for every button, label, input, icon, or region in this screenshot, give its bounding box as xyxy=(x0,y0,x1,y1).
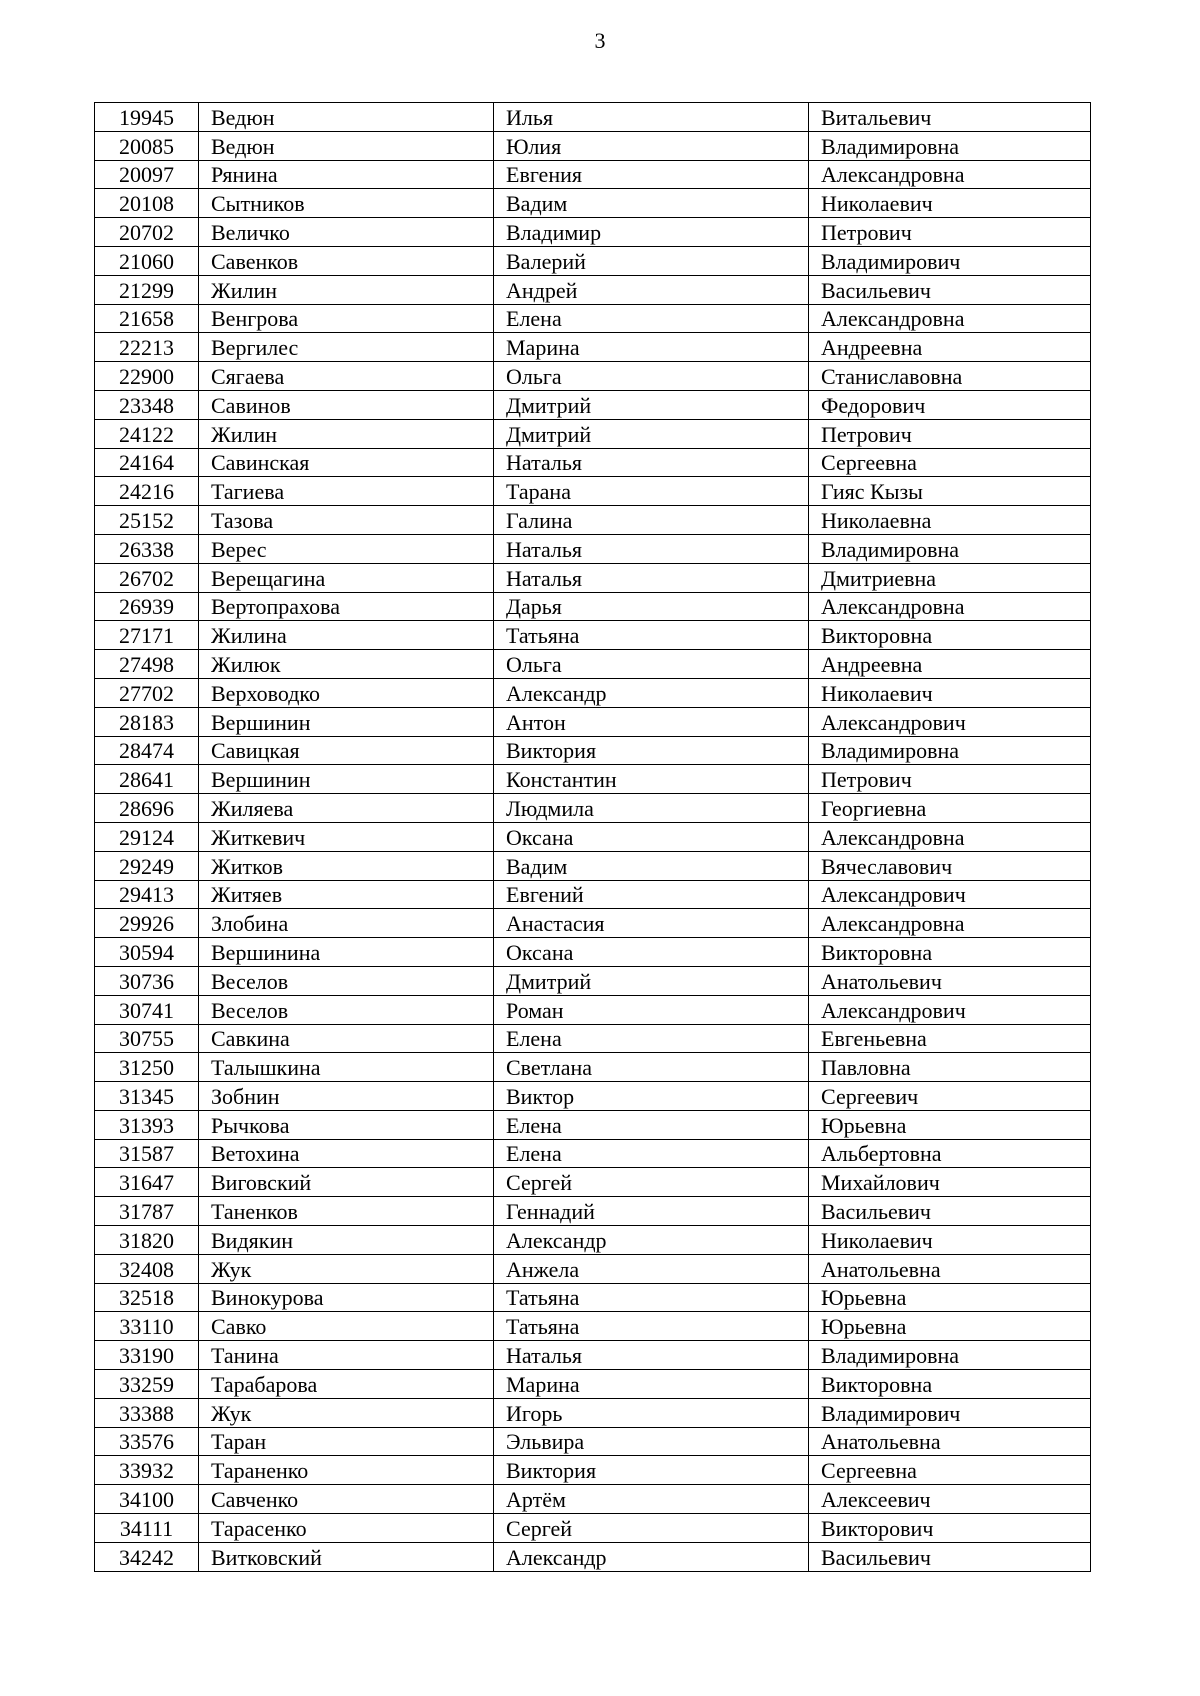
table-row xyxy=(95,765,1091,794)
first-name-cell: Дмитрий xyxy=(494,419,809,448)
table-row xyxy=(95,1542,1091,1571)
table-row xyxy=(95,362,1091,391)
patronymic-cell: Юрьевна xyxy=(809,1312,1091,1341)
first-name-cell: Дарья xyxy=(494,592,809,621)
table-row xyxy=(95,1283,1091,1312)
last-name-cell: Савкина xyxy=(199,1024,494,1053)
table-row xyxy=(95,822,1091,851)
first-name-cell: Илья xyxy=(494,103,809,132)
id-cell: 26702 xyxy=(95,563,199,592)
last-name-cell: Таненков xyxy=(199,1197,494,1226)
table-row xyxy=(95,1514,1091,1543)
first-name-cell: Наталья xyxy=(494,534,809,563)
id-cell: 23348 xyxy=(95,390,199,419)
first-name-cell: Геннадий xyxy=(494,1197,809,1226)
table-row xyxy=(95,995,1091,1024)
last-name-cell: Винокурова xyxy=(199,1283,494,1312)
table-row xyxy=(95,333,1091,362)
patronymic-cell: Александровна xyxy=(809,160,1091,189)
table-row xyxy=(95,592,1091,621)
id-cell: 29413 xyxy=(95,880,199,909)
last-name-cell: Жилин xyxy=(199,419,494,448)
first-name-cell: Артём xyxy=(494,1485,809,1514)
id-cell: 34100 xyxy=(95,1485,199,1514)
last-name-cell: Вертопрахова xyxy=(199,592,494,621)
id-cell: 26939 xyxy=(95,592,199,621)
patronymic-cell: Алексеевич xyxy=(809,1485,1091,1514)
id-cell: 31787 xyxy=(95,1197,199,1226)
last-name-cell: Вергилес xyxy=(199,333,494,362)
first-name-cell: Анастасия xyxy=(494,909,809,938)
id-cell: 24122 xyxy=(95,419,199,448)
last-name-cell: Жилюк xyxy=(199,650,494,679)
patronymic-cell: Александровна xyxy=(809,822,1091,851)
id-cell: 34242 xyxy=(95,1542,199,1571)
id-cell: 28474 xyxy=(95,736,199,765)
id-cell: 27171 xyxy=(95,621,199,650)
table-row xyxy=(95,103,1091,132)
id-cell: 20097 xyxy=(95,160,199,189)
first-name-cell: Тарана xyxy=(494,477,809,506)
table-row xyxy=(95,909,1091,938)
table-row xyxy=(95,246,1091,275)
table-row xyxy=(95,1082,1091,1111)
last-name-cell: Таран xyxy=(199,1427,494,1456)
first-name-cell: Евгений xyxy=(494,880,809,909)
table-row xyxy=(95,1456,1091,1485)
first-name-cell: Сергей xyxy=(494,1168,809,1197)
id-cell: 22900 xyxy=(95,362,199,391)
patronymic-cell: Петрович xyxy=(809,419,1091,448)
table-row xyxy=(95,1427,1091,1456)
table-row xyxy=(95,189,1091,218)
table-row xyxy=(95,736,1091,765)
patronymic-cell: Витальевич xyxy=(809,103,1091,132)
first-name-cell: Светлана xyxy=(494,1053,809,1082)
id-cell: 28183 xyxy=(95,707,199,736)
last-name-cell: Танина xyxy=(199,1341,494,1370)
patronymic-cell: Викторовна xyxy=(809,1370,1091,1399)
table-row xyxy=(95,1053,1091,1082)
table-row xyxy=(95,794,1091,823)
first-name-cell: Александр xyxy=(494,1542,809,1571)
patronymic-cell: Владимирович xyxy=(809,246,1091,275)
first-name-cell: Елена xyxy=(494,1139,809,1168)
table-row xyxy=(95,1168,1091,1197)
table-row xyxy=(95,1197,1091,1226)
patronymic-cell: Викторович xyxy=(809,1514,1091,1543)
first-name-cell: Виктория xyxy=(494,736,809,765)
last-name-cell: Рычкова xyxy=(199,1110,494,1139)
last-name-cell: Тараненко xyxy=(199,1456,494,1485)
last-name-cell: Веселов xyxy=(199,966,494,995)
id-cell: 31250 xyxy=(95,1053,199,1082)
patronymic-cell: Владимировна xyxy=(809,131,1091,160)
last-name-cell: Верховодко xyxy=(199,678,494,707)
patronymic-cell: Александрович xyxy=(809,880,1091,909)
last-name-cell: Ведюн xyxy=(199,131,494,160)
roster-table xyxy=(94,102,1091,1572)
last-name-cell: Рянина xyxy=(199,160,494,189)
patronymic-cell: Гияс Кызы xyxy=(809,477,1091,506)
last-name-cell: Жук xyxy=(199,1398,494,1427)
last-name-cell: Витковский xyxy=(199,1542,494,1571)
first-name-cell: Людмила xyxy=(494,794,809,823)
id-cell: 24164 xyxy=(95,448,199,477)
first-name-cell: Андрей xyxy=(494,275,809,304)
table-row xyxy=(95,621,1091,650)
first-name-cell: Татьяна xyxy=(494,1312,809,1341)
last-name-cell: Злобина xyxy=(199,909,494,938)
last-name-cell: Тагиева xyxy=(199,477,494,506)
table-row xyxy=(95,534,1091,563)
id-cell: 31647 xyxy=(95,1168,199,1197)
id-cell: 31393 xyxy=(95,1110,199,1139)
patronymic-cell: Александрович xyxy=(809,995,1091,1024)
id-cell: 31587 xyxy=(95,1139,199,1168)
id-cell: 24216 xyxy=(95,477,199,506)
patronymic-cell: Петрович xyxy=(809,218,1091,247)
first-name-cell: Эльвира xyxy=(494,1427,809,1456)
patronymic-cell: Михайлович xyxy=(809,1168,1091,1197)
id-cell: 30736 xyxy=(95,966,199,995)
last-name-cell: Жилина xyxy=(199,621,494,650)
patronymic-cell: Юрьевна xyxy=(809,1283,1091,1312)
patronymic-cell: Николаевич xyxy=(809,678,1091,707)
table-row xyxy=(95,1398,1091,1427)
first-name-cell: Марина xyxy=(494,1370,809,1399)
last-name-cell: Вершинин xyxy=(199,707,494,736)
id-cell: 31820 xyxy=(95,1226,199,1255)
last-name-cell: Жилин xyxy=(199,275,494,304)
id-cell: 34111 xyxy=(95,1514,199,1543)
id-cell: 33110 xyxy=(95,1312,199,1341)
last-name-cell: Жиляева xyxy=(199,794,494,823)
last-name-cell: Савинов xyxy=(199,390,494,419)
patronymic-cell: Владимировна xyxy=(809,534,1091,563)
first-name-cell: Елена xyxy=(494,1110,809,1139)
id-cell: 29926 xyxy=(95,909,199,938)
last-name-cell: Виговский xyxy=(199,1168,494,1197)
id-cell: 30741 xyxy=(95,995,199,1024)
table-row xyxy=(95,707,1091,736)
last-name-cell: Зобнин xyxy=(199,1082,494,1111)
last-name-cell: Сытников xyxy=(199,189,494,218)
first-name-cell: Александр xyxy=(494,1226,809,1255)
last-name-cell: Савченко xyxy=(199,1485,494,1514)
id-cell: 27702 xyxy=(95,678,199,707)
patronymic-cell: Андреевна xyxy=(809,333,1091,362)
first-name-cell: Елена xyxy=(494,1024,809,1053)
first-name-cell: Татьяна xyxy=(494,1283,809,1312)
id-cell: 19945 xyxy=(95,103,199,132)
first-name-cell: Оксана xyxy=(494,938,809,967)
table-row xyxy=(95,678,1091,707)
table-row xyxy=(95,275,1091,304)
patronymic-cell: Александровна xyxy=(809,304,1091,333)
id-cell: 32408 xyxy=(95,1254,199,1283)
last-name-cell: Житяев xyxy=(199,880,494,909)
patronymic-cell: Анатольевна xyxy=(809,1254,1091,1283)
id-cell: 21299 xyxy=(95,275,199,304)
last-name-cell: Тарабарова xyxy=(199,1370,494,1399)
first-name-cell: Антон xyxy=(494,707,809,736)
id-cell: 25152 xyxy=(95,506,199,535)
id-cell: 29124 xyxy=(95,822,199,851)
last-name-cell: Видякин xyxy=(199,1226,494,1255)
last-name-cell: Савинская xyxy=(199,448,494,477)
first-name-cell: Наталья xyxy=(494,448,809,477)
patronymic-cell: Александровна xyxy=(809,909,1091,938)
first-name-cell: Вадим xyxy=(494,189,809,218)
id-cell: 21658 xyxy=(95,304,199,333)
patronymic-cell: Дмитриевна xyxy=(809,563,1091,592)
first-name-cell: Наталья xyxy=(494,563,809,592)
patronymic-cell: Владимировна xyxy=(809,1341,1091,1370)
id-cell: 28696 xyxy=(95,794,199,823)
id-cell: 28641 xyxy=(95,765,199,794)
first-name-cell: Александр xyxy=(494,678,809,707)
first-name-cell: Елена xyxy=(494,304,809,333)
first-name-cell: Евгения xyxy=(494,160,809,189)
last-name-cell: Тарасенко xyxy=(199,1514,494,1543)
table-row xyxy=(95,304,1091,333)
table-row xyxy=(95,1226,1091,1255)
first-name-cell: Галина xyxy=(494,506,809,535)
last-name-cell: Жук xyxy=(199,1254,494,1283)
id-cell: 30594 xyxy=(95,938,199,967)
first-name-cell: Ольга xyxy=(494,362,809,391)
id-cell: 33932 xyxy=(95,1456,199,1485)
last-name-cell: Ветохина xyxy=(199,1139,494,1168)
last-name-cell: Верещагина xyxy=(199,563,494,592)
first-name-cell: Анжела xyxy=(494,1254,809,1283)
first-name-cell: Юлия xyxy=(494,131,809,160)
roster-table-body xyxy=(95,103,1091,1572)
id-cell: 20702 xyxy=(95,218,199,247)
id-cell: 31345 xyxy=(95,1082,199,1111)
table-row xyxy=(95,880,1091,909)
last-name-cell: Житков xyxy=(199,851,494,880)
patronymic-cell: Васильевич xyxy=(809,275,1091,304)
id-cell: 26338 xyxy=(95,534,199,563)
table-row xyxy=(95,1485,1091,1514)
last-name-cell: Вершинина xyxy=(199,938,494,967)
id-cell: 33190 xyxy=(95,1341,199,1370)
patronymic-cell: Васильевич xyxy=(809,1197,1091,1226)
table-row xyxy=(95,1341,1091,1370)
table-row xyxy=(95,131,1091,160)
id-cell: 33576 xyxy=(95,1427,199,1456)
last-name-cell: Савицкая xyxy=(199,736,494,765)
page-number: 3 xyxy=(594,28,606,53)
table-row xyxy=(95,160,1091,189)
id-cell: 22213 xyxy=(95,333,199,362)
patronymic-cell: Андреевна xyxy=(809,650,1091,679)
first-name-cell: Виктория xyxy=(494,1456,809,1485)
table-row xyxy=(95,419,1091,448)
first-name-cell: Вадим xyxy=(494,851,809,880)
patronymic-cell: Альбертовна xyxy=(809,1139,1091,1168)
last-name-cell: Талышкина xyxy=(199,1053,494,1082)
id-cell: 27498 xyxy=(95,650,199,679)
last-name-cell: Величко xyxy=(199,218,494,247)
table-row xyxy=(95,966,1091,995)
id-cell: 32518 xyxy=(95,1283,199,1312)
first-name-cell: Дмитрий xyxy=(494,966,809,995)
first-name-cell: Наталья xyxy=(494,1341,809,1370)
first-name-cell: Константин xyxy=(494,765,809,794)
table-row xyxy=(95,506,1091,535)
last-name-cell: Сягаева xyxy=(199,362,494,391)
patronymic-cell: Сергеевна xyxy=(809,1456,1091,1485)
patronymic-cell: Николаевна xyxy=(809,506,1091,535)
patronymic-cell: Вячеславович xyxy=(809,851,1091,880)
table-row xyxy=(95,1312,1091,1341)
id-cell: 29249 xyxy=(95,851,199,880)
table-row xyxy=(95,1254,1091,1283)
last-name-cell: Веселов xyxy=(199,995,494,1024)
patronymic-cell: Викторовна xyxy=(809,938,1091,967)
patronymic-cell: Анатольевич xyxy=(809,966,1091,995)
patronymic-cell: Владимировна xyxy=(809,736,1091,765)
table-row xyxy=(95,650,1091,679)
first-name-cell: Татьяна xyxy=(494,621,809,650)
patronymic-cell: Анатольевна xyxy=(809,1427,1091,1456)
patronymic-cell: Николаевич xyxy=(809,189,1091,218)
patronymic-cell: Викторовна xyxy=(809,621,1091,650)
last-name-cell: Житкевич xyxy=(199,822,494,851)
patronymic-cell: Александровна xyxy=(809,592,1091,621)
last-name-cell: Верес xyxy=(199,534,494,563)
patronymic-cell: Васильевич xyxy=(809,1542,1091,1571)
patronymic-cell: Юрьевна xyxy=(809,1110,1091,1139)
last-name-cell: Савенков xyxy=(199,246,494,275)
first-name-cell: Дмитрий xyxy=(494,390,809,419)
first-name-cell: Валерий xyxy=(494,246,809,275)
last-name-cell: Вершинин xyxy=(199,765,494,794)
patronymic-cell: Федорович xyxy=(809,390,1091,419)
table-row xyxy=(95,218,1091,247)
table-row xyxy=(95,938,1091,967)
first-name-cell: Роман xyxy=(494,995,809,1024)
patronymic-cell: Александрович xyxy=(809,707,1091,736)
id-cell: 33259 xyxy=(95,1370,199,1399)
table-row xyxy=(95,390,1091,419)
last-name-cell: Венгрова xyxy=(199,304,494,333)
id-cell: 33388 xyxy=(95,1398,199,1427)
table-row xyxy=(95,1139,1091,1168)
first-name-cell: Оксана xyxy=(494,822,809,851)
patronymic-cell: Евгеньевна xyxy=(809,1024,1091,1053)
patronymic-cell: Павловна xyxy=(809,1053,1091,1082)
last-name-cell: Тазова xyxy=(199,506,494,535)
id-cell: 30755 xyxy=(95,1024,199,1053)
patronymic-cell: Георгиевна xyxy=(809,794,1091,823)
id-cell: 21060 xyxy=(95,246,199,275)
table-row xyxy=(95,477,1091,506)
table-row xyxy=(95,448,1091,477)
table-row xyxy=(95,1110,1091,1139)
first-name-cell: Ольга xyxy=(494,650,809,679)
id-cell: 20108 xyxy=(95,189,199,218)
first-name-cell: Владимир xyxy=(494,218,809,247)
patronymic-cell: Николаевич xyxy=(809,1226,1091,1255)
first-name-cell: Сергей xyxy=(494,1514,809,1543)
patronymic-cell: Петрович xyxy=(809,765,1091,794)
id-cell: 20085 xyxy=(95,131,199,160)
table-row xyxy=(95,1024,1091,1053)
table-row xyxy=(95,563,1091,592)
patronymic-cell: Владимирович xyxy=(809,1398,1091,1427)
patronymic-cell: Станиславовна xyxy=(809,362,1091,391)
table-row xyxy=(95,1370,1091,1399)
table-row xyxy=(95,851,1091,880)
last-name-cell: Савко xyxy=(199,1312,494,1341)
first-name-cell: Игорь xyxy=(494,1398,809,1427)
first-name-cell: Виктор xyxy=(494,1082,809,1111)
last-name-cell: Ведюн xyxy=(199,103,494,132)
patronymic-cell: Сергеевна xyxy=(809,448,1091,477)
patronymic-cell: Сергеевич xyxy=(809,1082,1091,1111)
first-name-cell: Марина xyxy=(494,333,809,362)
